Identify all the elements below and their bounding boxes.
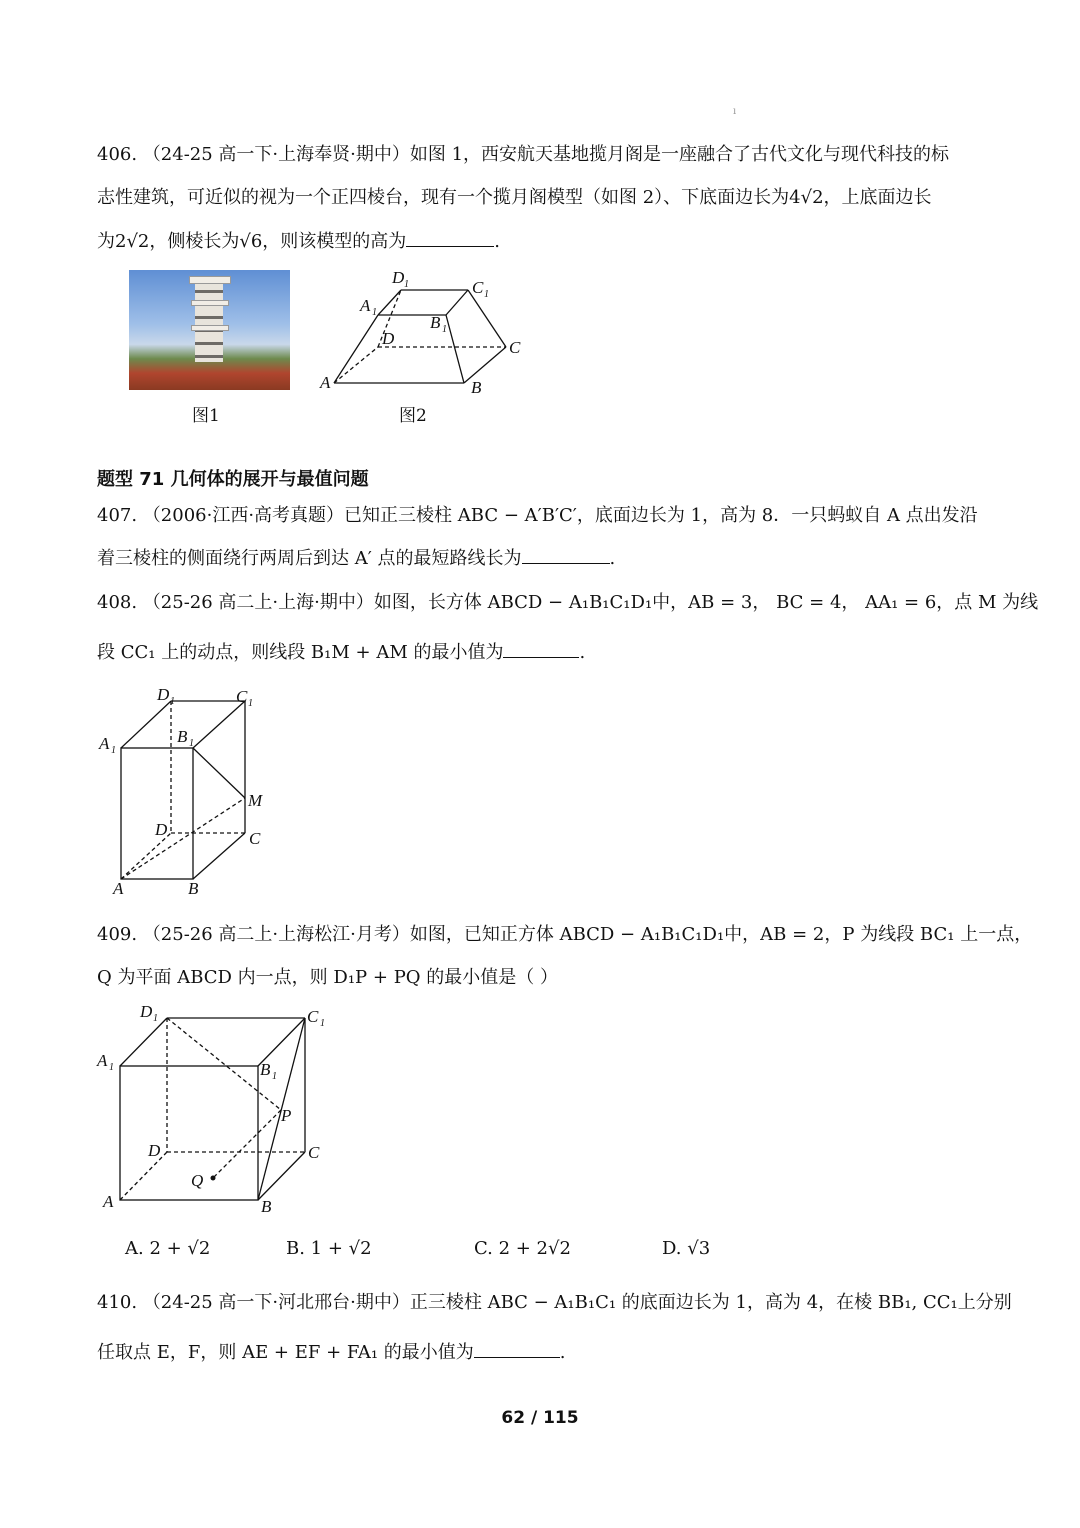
label-C1: C — [236, 687, 248, 706]
q410-line1: 410. （24-25 高一下·河北邢台·期中）正三棱柱 ABC − A₁B₁C₁ 的底面边长为 1，高为 4，在棱 BB₁, CC₁上分别 — [97, 1292, 1012, 1313]
q408-line2 — [97, 638, 987, 664]
sub: 1 — [272, 1071, 277, 1082]
label-B: B — [188, 879, 199, 898]
sub: 1 — [109, 1062, 114, 1073]
label-B1: B — [177, 727, 188, 746]
period: . — [609, 548, 616, 569]
tower-tier — [191, 300, 229, 306]
sub: 1 — [189, 738, 194, 749]
fig1-caption: 图1 — [192, 406, 220, 426]
label-B: B — [471, 378, 482, 395]
page-mark: ı — [733, 106, 737, 117]
answer-blank — [503, 643, 579, 658]
point-Q — [211, 1176, 216, 1181]
q410-line2-text: 任取点 E，F，则 AE + EF + FA₁ 的最小值为 — [97, 1342, 474, 1363]
label-C: C — [509, 338, 521, 357]
answer-blank — [474, 1343, 560, 1358]
frustum-figure — [316, 265, 526, 395]
sub: 1 — [153, 1013, 158, 1024]
label-D1: D — [157, 685, 170, 704]
label-D: D — [155, 820, 168, 839]
sub: 1 — [320, 1018, 325, 1029]
label-Q: Q — [191, 1171, 204, 1190]
sub: 1 — [484, 289, 489, 300]
sub: 1 — [170, 696, 175, 707]
q407-line2 — [97, 544, 987, 570]
label-A1: A — [99, 734, 110, 753]
period: . — [579, 642, 586, 663]
q409-line2: Q 为平面 ABCD 内一点，则 D₁P + PQ 的最小值是（ ） — [97, 967, 559, 988]
sub: 1 — [248, 698, 253, 709]
label-D: D — [148, 1141, 161, 1160]
label-A1: A — [360, 296, 371, 315]
sub: 1 — [404, 279, 409, 290]
label-D1: D — [392, 268, 405, 287]
tower-photo — [129, 270, 290, 390]
option-a: A. 2 + √2 — [125, 1238, 211, 1259]
tower-shape — [195, 280, 223, 362]
period: . — [494, 231, 501, 252]
period: . — [559, 1342, 566, 1363]
q408-line1: 408. （25-26 高二上·上海·期中）如图，长方体 ABCD − A₁B₁C₁D₁中，AB = 3， BC = 4， AA₁ = 6，点 M 为线 — [97, 592, 1039, 613]
q409-line1: 409. （25-26 高二上·上海松江·月考）如图，已知正方体 ABCD − A₁B₁C₁D₁中，AB = 2，P 为线段 BC₁ 上一点， — [97, 924, 1033, 945]
label-C1: C — [472, 278, 484, 297]
label-C: C — [308, 1143, 320, 1162]
q406-line3-text: 为2√2，侧棱长为√6，则该模型的高为 — [97, 231, 407, 252]
q407-line2-text: 着三棱柱的侧面绕行两周后到达 A′ 点的最短路线长为 — [97, 548, 522, 569]
q410-line2 — [97, 1338, 987, 1364]
label-A: A — [320, 373, 331, 392]
label-B: B — [261, 1197, 272, 1216]
label-A1: A — [97, 1051, 108, 1070]
q406-line1: 406. （24-25 高一下·上海奉贤·期中）如图 1，西安航天基地揽月阁是一座融合了古代文化与现代科技的标 — [97, 144, 950, 165]
option-d: D. √3 — [662, 1238, 711, 1259]
cuboid-figure — [95, 683, 285, 898]
sub: 1 — [111, 745, 116, 756]
label-M: M — [248, 791, 263, 810]
option-c: C. 2 + 2√2 — [474, 1238, 571, 1259]
fig2-caption: 图2 — [399, 406, 427, 426]
label-D: D — [382, 329, 395, 348]
tower-top — [189, 276, 231, 284]
cube-figure — [95, 1000, 340, 1220]
sub: 1 — [442, 324, 447, 335]
tower-tier — [191, 325, 229, 331]
label-B1: B — [260, 1060, 271, 1079]
label-B1: B — [430, 313, 441, 332]
label-A: A — [103, 1192, 114, 1211]
section-title: 题型 71 几何体的展开与最值问题 — [97, 469, 369, 490]
q407-line1: 407. （2006·江西·高考真题）已知正三棱柱 ABC − A′B′C′，底面边长为 1，高为 8．一只蚂蚁自 A 点出发沿 — [97, 505, 978, 526]
sub: 1 — [372, 307, 377, 318]
page-number: 62 / 115 — [501, 1408, 579, 1428]
label-P: P — [281, 1106, 292, 1125]
answer-blank — [522, 549, 610, 564]
label-C1: C — [307, 1007, 319, 1026]
label-C: C — [249, 829, 261, 848]
answer-blank — [406, 232, 494, 247]
label-A: A — [113, 879, 124, 898]
q406-line3 — [97, 227, 987, 253]
q406-line2: 志性建筑，可近似的视为一个正四棱台，现有一个揽月阁模型（如图 2）、下底面边长为4√2，上底面边长 — [97, 187, 932, 208]
option-b: B. 1 + √2 — [286, 1238, 372, 1259]
label-D1: D — [140, 1002, 153, 1021]
q408-line2-text: 段 CC₁ 上的动点，则线段 B₁M + AM 的最小值为 — [97, 642, 504, 663]
